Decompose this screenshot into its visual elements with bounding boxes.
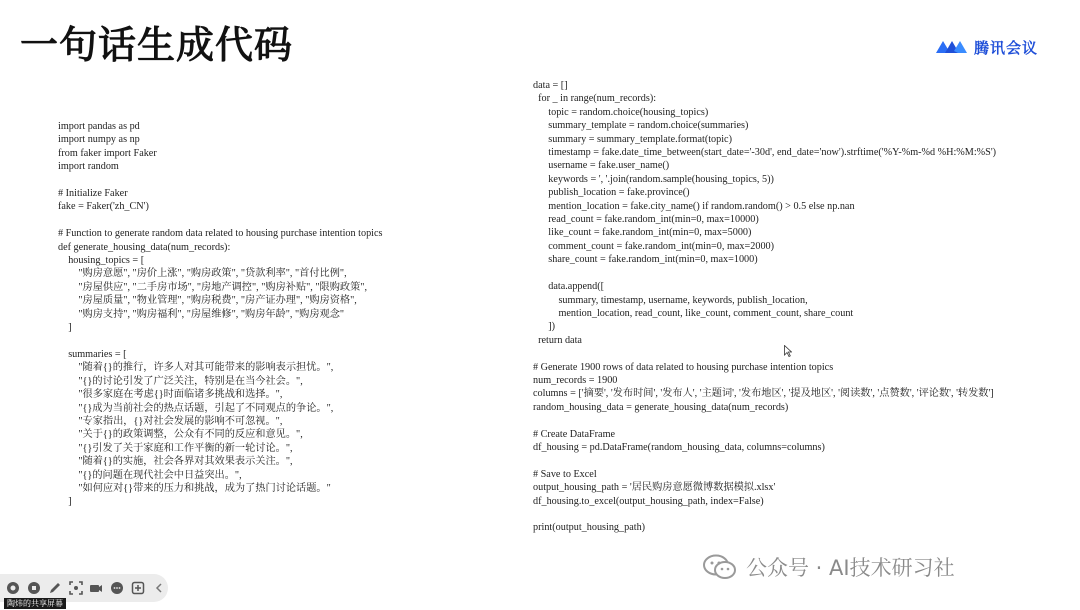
screen-share-label: 陶炜的共享屏幕: [4, 598, 66, 609]
chat-icon[interactable]: [108, 578, 126, 598]
pen-icon[interactable]: [46, 578, 64, 598]
camera-icon[interactable]: [88, 578, 106, 598]
wechat-icon: [702, 554, 738, 580]
mouse-cursor-icon: [784, 345, 792, 357]
wechat-watermark: [702, 552, 955, 582]
screenshot-icon[interactable]: [67, 578, 85, 598]
brand-name: 腾讯会议: [974, 38, 1039, 57]
record-icon[interactable]: [4, 578, 22, 598]
watermark-text: 公众号 · AI技术研习社: [746, 556, 955, 580]
tencent-meeting-icon: [934, 37, 968, 57]
collapse-icon[interactable]: [150, 578, 168, 598]
code-block-left: import pandas as pd import numpy as np from faker import Faker import random # Initialize Faker fake = Faker('zh_CN') # Function to generate random data related to housing purchase intention topics def generate_housing_data(num_records): housing_topics = [ "购房意愿", "房价上涨", "购房政策", "贷款利率", "首付比例", "房屋供应", "二手房市场", "房地产调控", "购房补贴", "限购政策", "房屋质量", "物业管理", "购房税费", "房产证办理", "购房资格", "购房支持", "购房福利", "房屋维修", "购房年龄", "购房观念" ] summaries = [ "随着{}的推行，许多人对其可能带来的影响表示担忧。", "{}的讨论引发了广泛关注，特别是在当今社会。", "很多家庭在考虑{}时面临诸多挑战和选择。", "{}成为当前社会的热点话题，引起了不同观点的争论。", "专家指出，{}对社会发展的影响不可忽视。", "关于{}的政策调整，公众有不同的反应和意见。", "{}引发了关于家庭和工作平衡的新一轮讨论。", "随着{}的实施，社会各界对其效果表示关注。", "{}的问题在现代社会中日益突出。", "如何应对{}带来的压力和挑战，成为了热门讨论话题。" ]: [58, 121, 383, 508]
brand-logo-group: [934, 36, 1038, 58]
more-icon[interactable]: [129, 578, 147, 598]
stop-icon[interactable]: [25, 578, 43, 598]
code-block-right: data = [] for _ in range(num_records): topic = random.choice(housing_topics) summary_template = random.choice(summaries) summary = summary_template.format(topic) timestamp = fake.date_time_between(start_date='-30d', end_date='now').strftime('%Y-%m-%d %H:%M:%S') username = fake.user_name() keywords = ', '.join(random.sample(housing_topics, 5)) publish_location = fake.province() mention_location = fake.city_name() if random.random() > 0.5 else np.nan read_count = fake.random_int(min=0, max=10000) like_count = fake.random_int(min=0, max=5000) comment_count = fake.random_int(min=0, max=2000) share_count = fake.random_int(min=0, max=1000) data.append([ summary, timestamp, username, keywords, publish_location, mention_location, read_count, like_count, comment_count, share_count ]) return data # Generate 1900 rows of data related to housing purchase intention topics num_records = 1900 columns = ['摘要', '发布时间', '发布人', '主题词', '发布地区', '提及地区', '阅读数', '点赞数', '评论数', '转发数'] random_housing_data = generate_housing_data(num_records) # Create DataFrame df_housing = pd.DataFrame(random_housing_data, columns=columns) # Save to Excel output_housing_path = '居民购房意愿微博数据模拟.xlsx' df_housing.to_excel(output_housing_path, index=False) print(output_housing_path): [533, 80, 997, 534]
slide-title: 一句话生成代码: [20, 23, 294, 67]
